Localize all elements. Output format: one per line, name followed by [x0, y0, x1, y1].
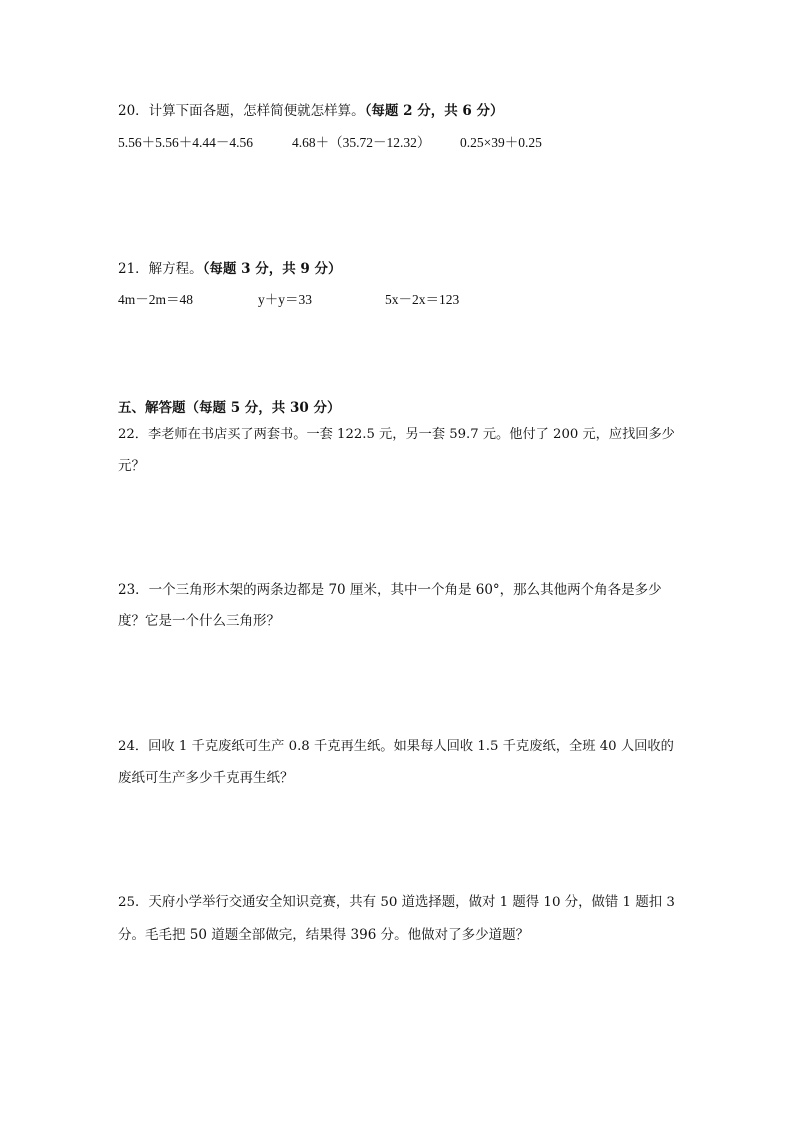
q24-line-1: 24．回收 1 千克废纸可生产 0.8 千克再生纸。如果每人回收 1.5 千克废纸，全班 40 人回收的 — [118, 739, 674, 754]
q20-expression-1: 5.56＋5.56＋4.44－4.56 — [118, 135, 253, 150]
q25-line-1: 25．天府小学举行交通安全知识竞赛，共有 50 道选择题，做对 1 题得 10 分，做错 1 题扣 3 — [118, 895, 675, 910]
q23-line-1: 23．一个三角形木架的两条边都是 70 厘米，其中一个角是 60°，那么其他两个角各是多少 — [118, 582, 662, 598]
q21-score: （每题 3 分，共 9 分） — [202, 261, 342, 277]
q22-line-2: 元？ — [118, 458, 145, 474]
q20-title — [118, 101, 504, 121]
q21-title-main: 21．解方程。 — [118, 261, 203, 277]
q24-line-2: 废纸可生产多少千克再生纸？ — [118, 770, 294, 786]
q20-title-main: 20．计算下面各题，怎样简便就怎样算。 — [118, 103, 365, 119]
q20-expression-3: 0.25×39＋0.25 — [460, 135, 542, 150]
section-5-heading: 五、解答题（每题 5 分，共 30 分） — [118, 400, 341, 416]
q20-score: （每题 2 分，共 6 分） — [364, 103, 504, 119]
q21-equation-3: 5x－2x＝123 — [385, 292, 460, 307]
q21-equation-2: y＋y＝33 — [258, 292, 312, 307]
q21-title — [118, 259, 342, 279]
q21-equation-1: 4m－2m＝48 — [118, 292, 194, 307]
q23-line-2: 度？它是一个什么三角形？ — [118, 613, 280, 629]
q20-expression-2: 4.68＋（35.72－12.32） — [292, 135, 431, 150]
q25-line-2: 分。毛毛把 50 道题全部做完，结果得 396 分。他做对了多少道题？ — [118, 927, 530, 943]
q22-line-1: 22．李老师在书店买了两套书。一套 122.5 元，另一套 59.7 元。他付了 200 元，应找回多少 — [118, 427, 675, 442]
